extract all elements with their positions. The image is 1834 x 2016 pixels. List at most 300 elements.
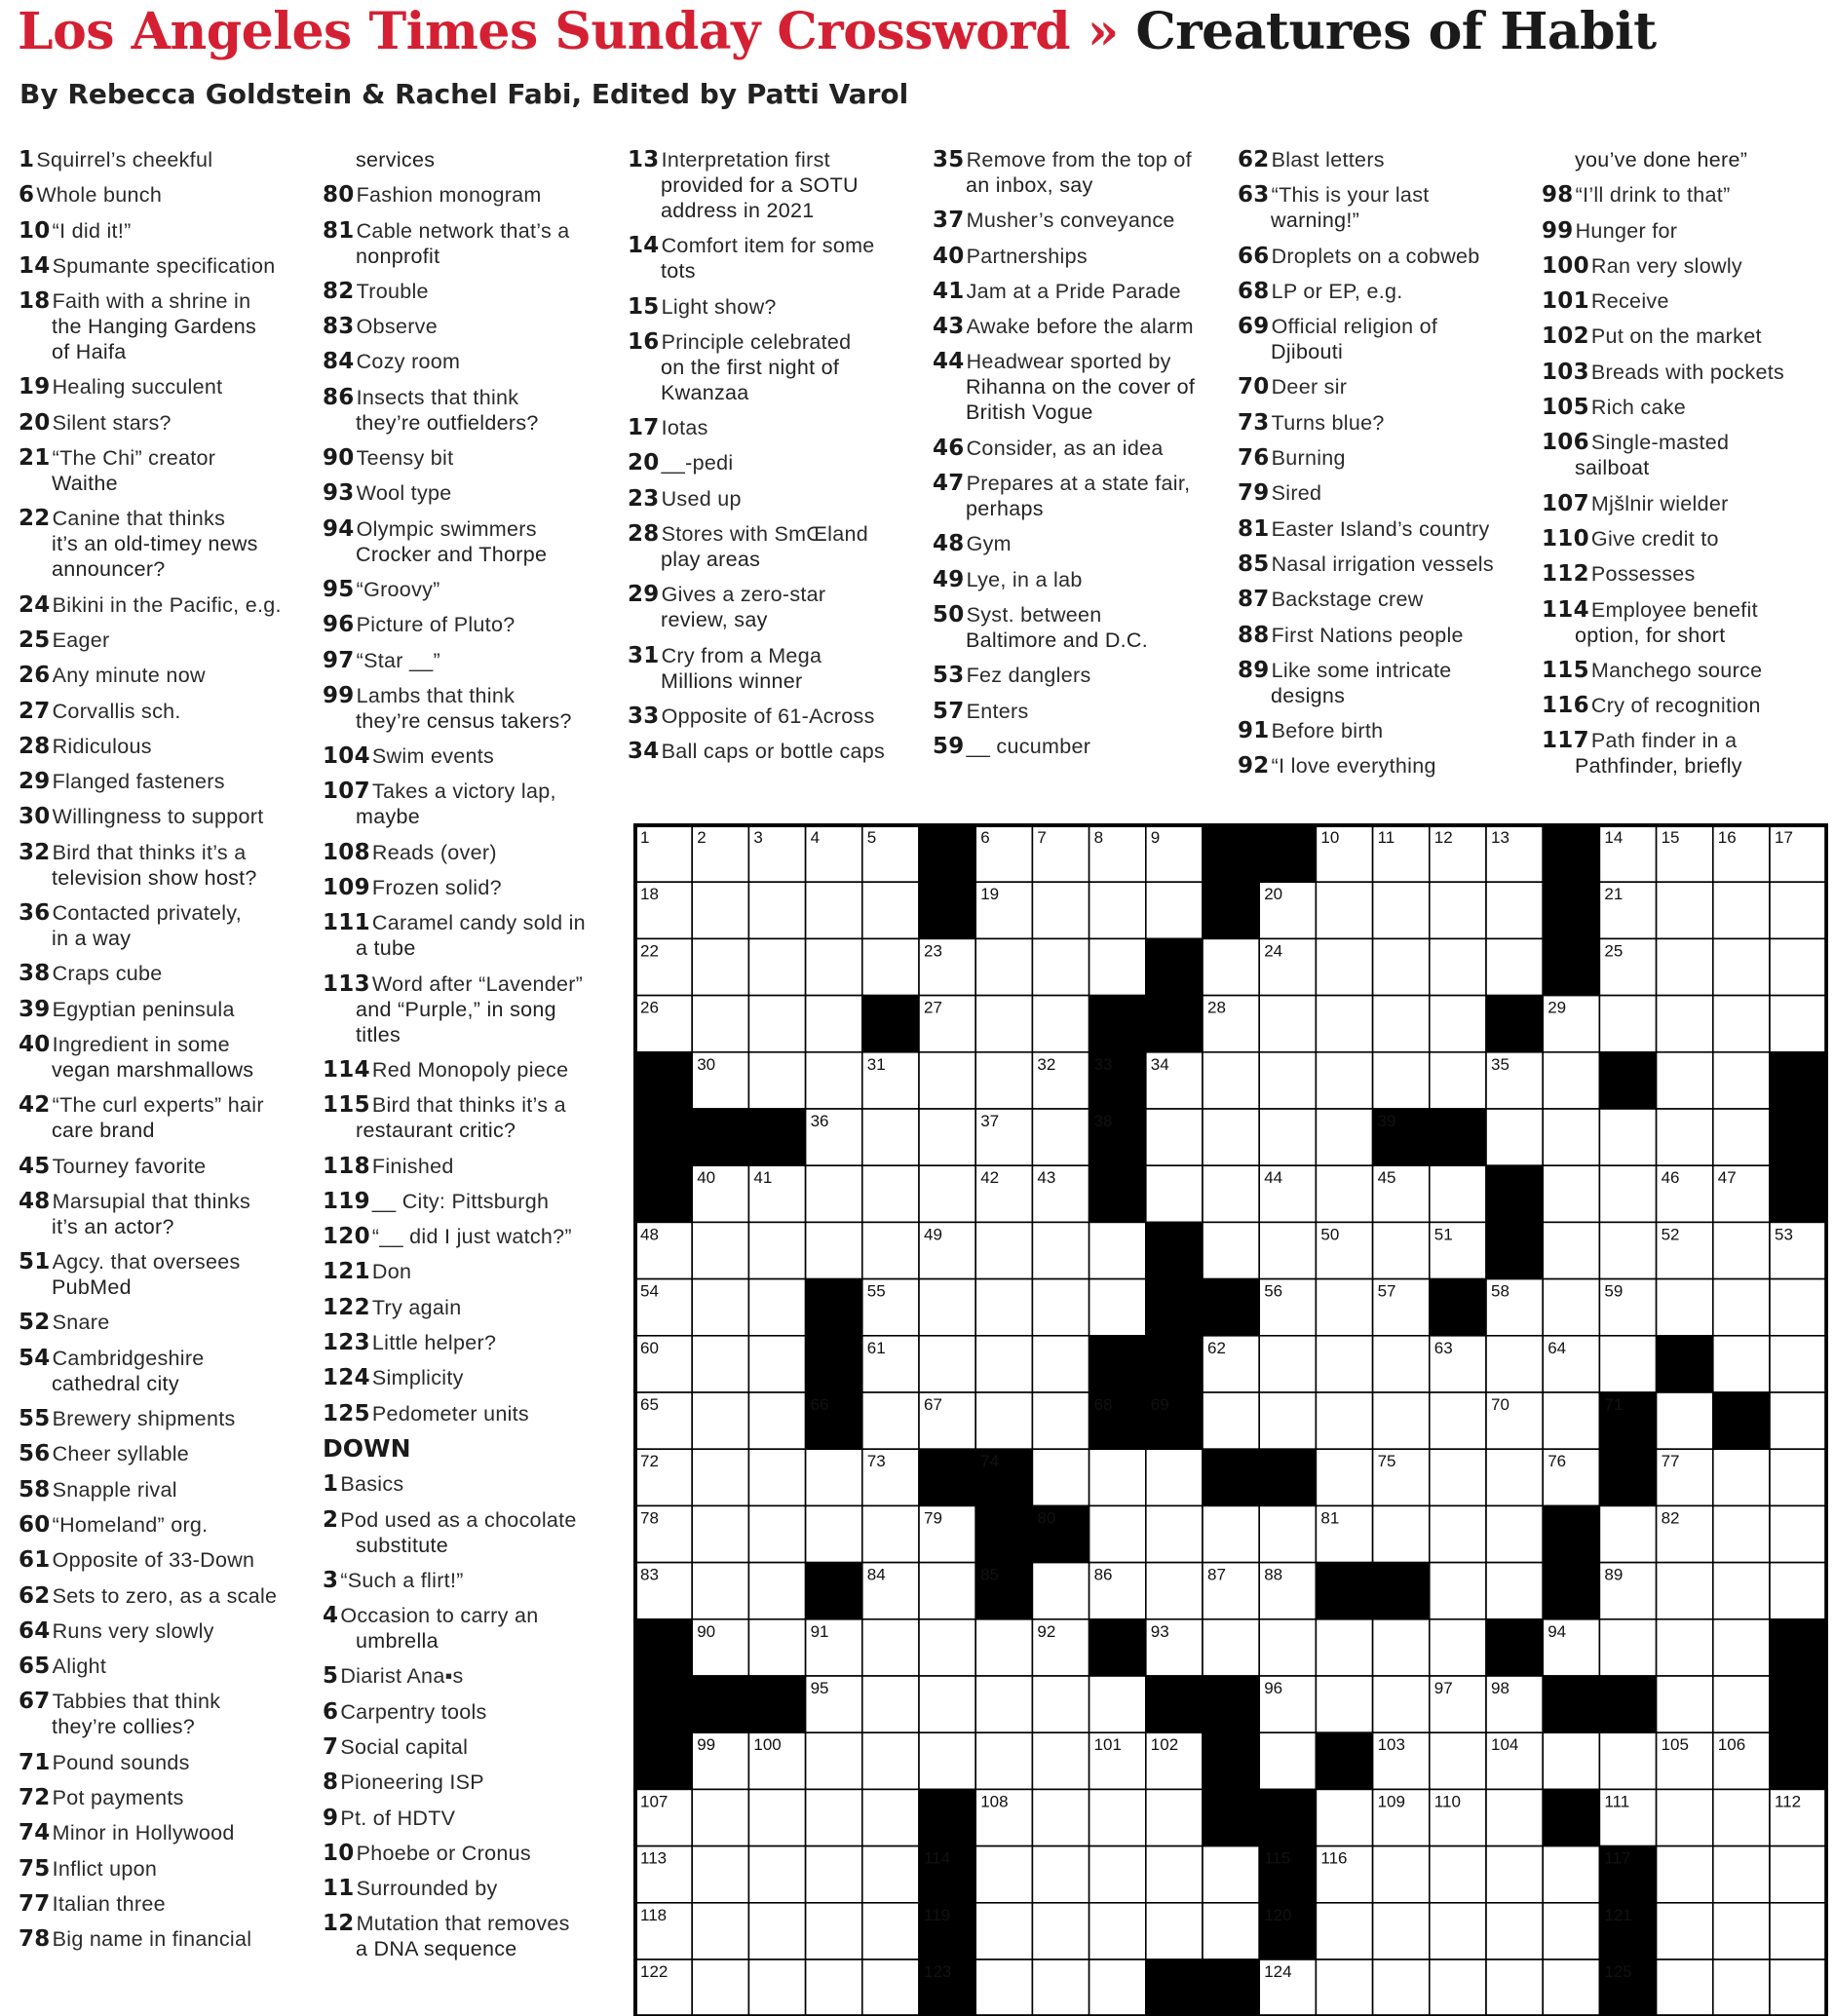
grid-cell[interactable] [1373,938,1430,995]
grid-cell[interactable] [1203,1165,1259,1222]
grid-cell[interactable] [1486,938,1543,995]
grid-cell[interactable] [692,882,748,938]
grid-cell[interactable] [1032,1903,1089,1959]
grid-cell[interactable] [1430,1505,1486,1562]
grid-cell[interactable] [806,1846,862,1903]
grid-cell[interactable] [806,1222,862,1278]
grid-cell[interactable] [1486,1505,1543,1562]
grid-cell[interactable] [919,1336,975,1392]
clue [323,1189,615,1214]
grid-cell[interactable] [1543,1846,1599,1903]
grid-cell[interactable] [1430,1052,1486,1109]
cell-number: 100 [753,1735,782,1755]
grid-cell[interactable] [1373,1222,1430,1278]
grid-cell[interactable] [748,1846,805,1903]
clue-text-continued: review, say [661,608,768,632]
grid-cell[interactable] [1316,1165,1372,1222]
grid-cell[interactable] [1259,1222,1316,1278]
grid-cell[interactable] [1259,996,1316,1052]
grid-cell[interactable] [1032,1109,1089,1165]
grid-cell[interactable] [1713,1903,1770,1959]
grid-cell[interactable] [1657,1392,1713,1449]
grid-cell[interactable] [1316,882,1372,938]
grid-cell[interactable] [806,1903,862,1959]
grid-cell[interactable] [862,1222,919,1278]
cell-number: 96 [1264,1679,1283,1697]
clue-text: Manchego source [1590,658,1763,682]
grid-cell[interactable] [862,1109,919,1165]
grid-cell[interactable] [748,1392,805,1449]
grid-cell[interactable] [862,1165,919,1222]
cell-number: 28 [1207,998,1226,1017]
clue-number: 29 [628,582,660,608]
grid-cell[interactable] [919,1732,975,1789]
grid-cell[interactable] [1486,1789,1543,1845]
grid-cell[interactable] [1259,1052,1316,1109]
grid-cell[interactable] [806,1505,862,1562]
grid-cell[interactable] [1373,1959,1430,2016]
grid-cell[interactable] [1713,1505,1770,1562]
grid-cell[interactable] [692,1959,748,2016]
grid-cell[interactable] [806,1449,862,1505]
grid-block [1146,1222,1203,1278]
grid-cell[interactable] [1032,1279,1089,1336]
grid-cell[interactable] [806,1789,862,1845]
grid-cell[interactable] [1032,1846,1089,1903]
grid-cell[interactable] [1770,1903,1826,1959]
grid-cell[interactable] [1373,1336,1430,1392]
grid-cell[interactable] [1430,1165,1486,1222]
grid-cell[interactable] [806,1959,862,2016]
grid-cell[interactable] [1203,1109,1259,1165]
grid-cell[interactable] [1203,1505,1259,1562]
clue [19,253,311,279]
grid-cell[interactable] [1543,1392,1599,1449]
cell-number: 3 [753,828,763,847]
grid-cell[interactable] [1599,1505,1656,1562]
grid-cell[interactable] [1599,996,1656,1052]
grid-cell[interactable] [1599,1619,1656,1676]
clue [1542,430,1834,480]
clue [19,374,311,399]
clue [19,997,311,1022]
cell-number: 93 [1150,1621,1169,1641]
grid-cell[interactable] [1373,882,1430,938]
grid-block [1316,1732,1372,1789]
grid-cell[interactable] [806,882,862,938]
grid-cell[interactable] [1316,1959,1372,2016]
grid-cell[interactable] [1203,1903,1259,1959]
clue [323,1663,615,1689]
grid-cell[interactable] [1486,1563,1543,1619]
grid-cell[interactable] [975,1619,1032,1676]
clue-number: 49 [933,566,965,592]
grid-cell[interactable] [1599,1336,1656,1392]
grid-cell[interactable] [919,1052,975,1109]
grid-cell[interactable] [1486,1449,1543,1505]
grid-cell[interactable] [975,1279,1032,1336]
grid-cell[interactable] [862,882,919,938]
grid-cell[interactable] [1770,1449,1826,1505]
grid-cell[interactable] [1146,1846,1203,1903]
grid-cell[interactable] [1203,938,1259,995]
grid-cell[interactable] [1599,1109,1656,1165]
grid-cell[interactable] [1657,1619,1713,1676]
grid-cell[interactable] [1316,1676,1372,1732]
grid-cell[interactable] [1146,1449,1203,1505]
clue-number: 31 [628,642,660,668]
grid-cell[interactable] [1032,1392,1089,1449]
grid-cell[interactable] [1203,1846,1259,1903]
clue-number: 51 [19,1249,51,1275]
grid-cell[interactable] [1657,1563,1713,1619]
grid-cell[interactable] [1657,1676,1713,1732]
cell-number: 83 [640,1565,659,1584]
grid-cell[interactable] [748,1789,805,1845]
grid-cell[interactable] [806,1165,862,1222]
grid-cell[interactable] [748,1449,805,1505]
grid-cell[interactable] [1089,1279,1146,1336]
grid-cell[interactable] [1259,1505,1316,1562]
grid-block [1486,1222,1543,1278]
grid-cell[interactable] [1146,1789,1203,1845]
grid-cell[interactable] [975,1732,1032,1789]
grid-cell[interactable] [1486,1959,1543,2016]
grid-cell[interactable] [1543,1732,1599,1789]
grid-cell[interactable] [1770,1392,1826,1449]
grid-cell[interactable] [862,1959,919,2016]
grid-cell[interactable] [1770,882,1826,938]
grid-cell[interactable] [919,1619,975,1676]
clue-text: “The Chi” creator [52,446,216,471]
grid-cell[interactable] [748,1959,805,2016]
grid-cell[interactable] [1430,1846,1486,1903]
grid-cell[interactable] [1316,1619,1372,1676]
clue-number: 92 [1238,753,1270,780]
grid-cell[interactable] [1713,1109,1770,1165]
grid-cell[interactable] [692,1392,748,1449]
grid-cell[interactable] [1259,1732,1316,1789]
grid-cell[interactable] [1032,1563,1089,1619]
grid-cell[interactable] [748,938,805,995]
grid-cell[interactable] [692,996,748,1052]
grid-cell[interactable] [1316,1052,1372,1109]
grid-cell[interactable] [748,1336,805,1392]
grid-cell[interactable] [1089,1903,1146,1959]
clue-text: Squirrel’s cheekful [36,148,213,171]
grid-cell[interactable] [1032,1336,1089,1392]
grid-cell[interactable] [1032,1222,1089,1278]
grid-cell[interactable] [1543,1052,1599,1109]
clue [19,1441,311,1466]
clue-number: 20 [19,409,51,436]
grid-cell[interactable] [975,1903,1032,1959]
grid-cell[interactable] [1373,1846,1430,1903]
grid-cell[interactable] [1657,996,1713,1052]
grid-cell[interactable] [919,1165,975,1222]
grid-cell[interactable] [806,1732,862,1789]
grid-cell[interactable] [975,1222,1032,1278]
clue-number: 62 [19,1582,51,1609]
grid-cell[interactable] [1543,1165,1599,1222]
clue-number: 6 [19,182,35,209]
grid-cell[interactable] [975,996,1032,1052]
grid-cell[interactable] [1430,1449,1486,1505]
grid-cell[interactable] [975,1846,1032,1903]
grid-cell[interactable] [1146,1109,1203,1165]
grid-cell[interactable] [862,1392,919,1449]
grid-cell[interactable] [692,1336,748,1392]
grid-cell[interactable] [1713,1789,1770,1845]
grid-cell[interactable] [748,882,805,938]
cell-number: 13 [1491,828,1509,847]
clue-number: 75 [19,1855,51,1882]
grid-cell[interactable] [748,996,805,1052]
grid-cell[interactable] [919,1109,975,1165]
grid-cell[interactable] [1373,1392,1430,1449]
clue-number: 95 [323,576,355,602]
grid-cell[interactable] [919,1563,975,1619]
grid-cell[interactable] [1599,1732,1656,1789]
grid-cell[interactable] [1259,1392,1316,1449]
grid-cell[interactable] [1032,1732,1089,1789]
grid-cell[interactable] [1713,1676,1770,1732]
grid-cell[interactable] [692,1222,748,1278]
grid-cell[interactable] [1713,1563,1770,1619]
grid-cell[interactable] [1089,1676,1146,1732]
clue-number: 7 [323,1733,339,1760]
grid-cell[interactable] [748,1052,805,1109]
grid-cell[interactable] [1373,996,1430,1052]
grid-cell[interactable] [975,1676,1032,1732]
clue [323,1699,615,1725]
grid-cell[interactable] [1032,1449,1089,1505]
grid-cell[interactable] [1657,1279,1713,1336]
grid-cell[interactable] [1203,1052,1259,1109]
grid-cell[interactable] [862,1619,919,1676]
grid-cell[interactable] [1316,1336,1372,1392]
grid-cell[interactable] [1770,938,1826,995]
grid-cell[interactable] [1316,1903,1372,1959]
grid-cell[interactable] [692,1449,748,1505]
grid-cell[interactable] [1430,1732,1486,1789]
grid-cell[interactable] [1203,1619,1259,1676]
grid-cell[interactable] [1713,938,1770,995]
grid-cell[interactable] [806,1052,862,1109]
grid-cell[interactable] [1543,1279,1599,1336]
grid-cell[interactable] [1770,1846,1826,1903]
grid-cell[interactable] [1713,1846,1770,1903]
grid-cell[interactable] [748,1563,805,1619]
grid-cell[interactable] [1770,1959,1826,2016]
clue-number: 107 [323,779,370,805]
grid-cell[interactable] [1089,938,1146,995]
cell-number: 112 [1775,1792,1802,1811]
grid-cell[interactable] [1486,1903,1543,1959]
grid-cell[interactable] [862,1676,919,1732]
grid-cell[interactable] [1713,882,1770,938]
grid-cell[interactable] [1430,1392,1486,1449]
grid-cell[interactable] [919,1676,975,1732]
grid-cell[interactable] [1770,1505,1826,1562]
grid-cell[interactable] [748,1903,805,1959]
grid-cell[interactable] [1770,1336,1826,1392]
grid-cell[interactable] [862,1732,919,1789]
grid-cell[interactable] [692,1505,748,1562]
grid-cell[interactable] [1146,882,1203,938]
grid-cell[interactable] [1373,1505,1430,1562]
grid-cell[interactable] [1316,996,1372,1052]
grid-cell[interactable] [1316,938,1372,995]
clue [628,294,920,320]
grid-cell[interactable] [1146,1903,1203,1959]
grid-cell[interactable] [1713,1279,1770,1336]
grid-cell[interactable] [1543,1959,1599,2016]
grid-block [1146,1279,1203,1336]
grid-cell[interactable] [1713,1222,1770,1278]
clue [19,1891,311,1917]
grid-cell[interactable] [1089,1505,1146,1562]
grid-cell[interactable] [1657,882,1713,938]
clue-number: 45 [19,1153,51,1179]
grid-cell[interactable] [975,1959,1032,2016]
clue-number: 12 [323,1911,355,1937]
grid-cell[interactable] [1657,938,1713,995]
grid-cell[interactable] [1032,996,1089,1052]
grid-cell[interactable] [748,1222,805,1278]
grid-cell[interactable] [975,1052,1032,1109]
grid-cell[interactable] [1543,1222,1599,1278]
grid-cell[interactable] [692,938,748,995]
grid-cell[interactable] [1089,1222,1146,1278]
grid-cell[interactable] [1657,1789,1713,1845]
grid-cell[interactable] [975,1336,1032,1392]
grid-cell[interactable] [1259,1336,1316,1392]
grid-cell[interactable] [692,1789,748,1845]
grid-cell[interactable] [1713,1959,1770,2016]
cell-number: 47 [1717,1168,1737,1188]
grid-cell[interactable] [1032,938,1089,995]
grid-cell[interactable] [1259,1619,1316,1676]
grid-cell[interactable] [1316,1392,1372,1449]
grid-cell[interactable] [862,938,919,995]
grid-cell[interactable] [1486,1336,1543,1392]
grid-cell[interactable] [1599,1165,1656,1222]
grid-cell[interactable] [1373,1903,1430,1959]
grid-cell[interactable] [1486,1846,1543,1903]
clue-text: Mutation that removes [356,1912,570,1936]
grid-cell[interactable] [1713,1336,1770,1392]
grid-cell[interactable] [1770,1563,1826,1619]
grid-cell[interactable] [1373,1052,1430,1109]
grid-cell[interactable] [1599,1222,1656,1278]
page-title [18,2,1657,61]
grid-cell[interactable] [1657,1109,1713,1165]
grid-cell[interactable] [748,1505,805,1562]
grid-cell[interactable] [862,1903,919,1959]
grid-cell[interactable] [1657,1846,1713,1903]
grid-cell[interactable] [975,1392,1032,1449]
clue-number: 85 [1238,551,1270,577]
grid-cell[interactable] [1373,1619,1430,1676]
clue-number: 120 [323,1224,370,1250]
grid-cell[interactable] [1713,1052,1770,1109]
grid-cell[interactable] [1089,882,1146,938]
grid-cell[interactable] [1146,1165,1203,1222]
grid-cell[interactable] [1486,1109,1543,1165]
grid-cell[interactable] [1713,1619,1770,1676]
grid-cell[interactable] [1713,996,1770,1052]
grid-cell[interactable] [1430,1563,1486,1619]
grid-cell[interactable] [692,1279,748,1336]
grid-cell[interactable] [1316,1789,1372,1845]
grid-cell[interactable] [975,938,1032,995]
grid-cell[interactable] [1543,1903,1599,1959]
grid-cell[interactable] [1089,1449,1146,1505]
grid-cell[interactable] [692,1846,748,1903]
grid-cell[interactable] [1032,882,1089,938]
grid-cell[interactable] [1770,996,1826,1052]
grid-cell[interactable] [1657,1052,1713,1109]
grid-cell[interactable] [1089,1789,1146,1845]
grid-cell[interactable] [1713,1449,1770,1505]
clue-text: Enters [966,699,1029,723]
grid-cell[interactable] [748,1279,805,1336]
grid-cell[interactable] [1259,1109,1316,1165]
grid-cell[interactable] [1089,1846,1146,1903]
grid-cell[interactable] [1486,882,1543,938]
grid-cell[interactable] [1430,1903,1486,1959]
grid-cell[interactable] [862,1789,919,1845]
cell-number: 45 [1377,1168,1396,1188]
grid-cell[interactable] [692,1563,748,1619]
grid-cell[interactable] [1032,1676,1089,1732]
cell-number: 36 [810,1112,829,1130]
grid-cell[interactable] [1430,1619,1486,1676]
grid-cell[interactable] [1657,1959,1713,2016]
clue-text: Wool type [356,481,452,506]
grid-cell[interactable] [1316,1109,1372,1165]
grid-cell[interactable] [1430,938,1486,995]
clue-text-continued: Pathfinder, briefly [1575,754,1742,779]
grid-cell[interactable] [1373,1676,1430,1732]
grid-cell[interactable] [1032,1959,1089,2016]
clue-number: 115 [323,1092,370,1119]
grid-cell[interactable] [806,996,862,1052]
grid-cell[interactable] [1089,1959,1146,2016]
grid-cell[interactable] [862,1846,919,1903]
grid-cell[interactable] [748,1619,805,1676]
grid-cell[interactable] [1430,882,1486,938]
grid-cell[interactable] [1203,1222,1259,1278]
grid-cell[interactable] [1032,1789,1089,1845]
grid-cell[interactable] [692,1903,748,1959]
grid-cell[interactable] [1770,1279,1826,1336]
grid-cell[interactable] [919,1279,975,1336]
grid-cell[interactable] [1430,996,1486,1052]
grid-cell[interactable] [1543,1109,1599,1165]
grid-cell[interactable] [1316,1279,1372,1336]
grid-cell[interactable] [1203,1392,1259,1449]
grid-cell[interactable] [1430,1959,1486,2016]
grid-cell[interactable] [806,938,862,995]
clue [1238,587,1530,612]
grid-cell[interactable] [862,1505,919,1562]
grid-cell[interactable] [1316,1449,1372,1505]
grid-cell[interactable] [1146,1563,1203,1619]
grid-cell[interactable] [1146,1505,1203,1562]
grid-cell[interactable] [1657,1903,1713,1959]
